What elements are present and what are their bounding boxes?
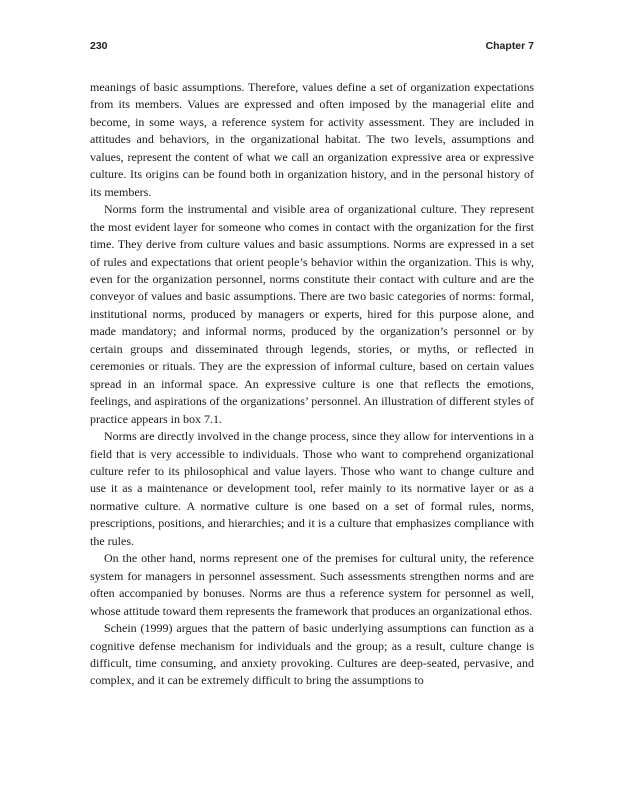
chapter-title: Chapter 7	[485, 40, 534, 52]
paragraph-norms-change: Norms are directly involved in the change process, since they allow for interventions in a field that is very accessible to individuals. Those who want to comprehend organizational culture refer to its philosophical and value layers. Those who want to change culture and use it as a maintenance or development tool, refer mainly to its normative layer or as a normative culture. A normative culture is one based on a set of formal rules, norms, prescriptions, positions, and hierarchies; and it is a culture that emphasizes compliance with the rules.	[90, 429, 534, 548]
body-text	[90, 79, 534, 690]
paragraph-continuation: meanings of basic assumptions. Therefore, values define a set of organization expectations from its members. Values are expressed and often imposed by the managerial elite and become, in some ways, a reference system for activity assessment. They are included in attitudes and behaviors, in the organizational habitat. The two levels, assumptions and values, represent the content of what we call an organization expressive area or expressive culture. Its origins can be found both in organization history, and in the personal history of its members.	[90, 80, 534, 199]
paragraph-norms-form: Norms form the instrumental and visible area of organizational culture. They represent the most evident layer for someone who comes in contact with the organization for the first time. They derive from culture values and basic assumptions. Norms are expressed in a set of rules and expectations that orient people’s behavior within the organization. This is why, even for the organization personnel, norms constitute their contact with culture and are the conveyor of values and basic assumptions. There are two basic categories of norms: formal, institutional norms, produced by managers or experts, hired for this purpose alone, and made mandatory; and informal norms, produced by the organization’s personnel or by certain groups and disseminated through legends, stories, or myths, or reflected in ceremonies or rituals. They are the expression of informal culture, based on certain values spread in an informal space. An expressive culture is one that reflects the emotions, feelings, and aspirations of the organizations’ personnel. An illustration of different styles of practice appears in box 7.1.	[90, 202, 534, 426]
page-number: 230	[90, 40, 108, 52]
paragraph-cultural-unity: On the other hand, norms represent one of the premises for cultural unity, the reference system for managers in personnel assessment. Such assessments strengthen norms and are often accompanied by bonuses. Norms are thus a reference system for personnel as well, whose attitude toward them represents the framework that produces an organizational ethos.	[90, 551, 534, 618]
running-head	[90, 40, 534, 56]
paragraph-schein: Schein (1999) argues that the pattern of basic underlying assumptions can function as a cognitive defense mechanism for individuals and the group; as a result, culture change is difficult, time consuming, and anxiety provoking. Cultures are deep-seated, pervasive, and complex, and it can be extremely difficult to bring the assumptions to	[90, 621, 534, 688]
